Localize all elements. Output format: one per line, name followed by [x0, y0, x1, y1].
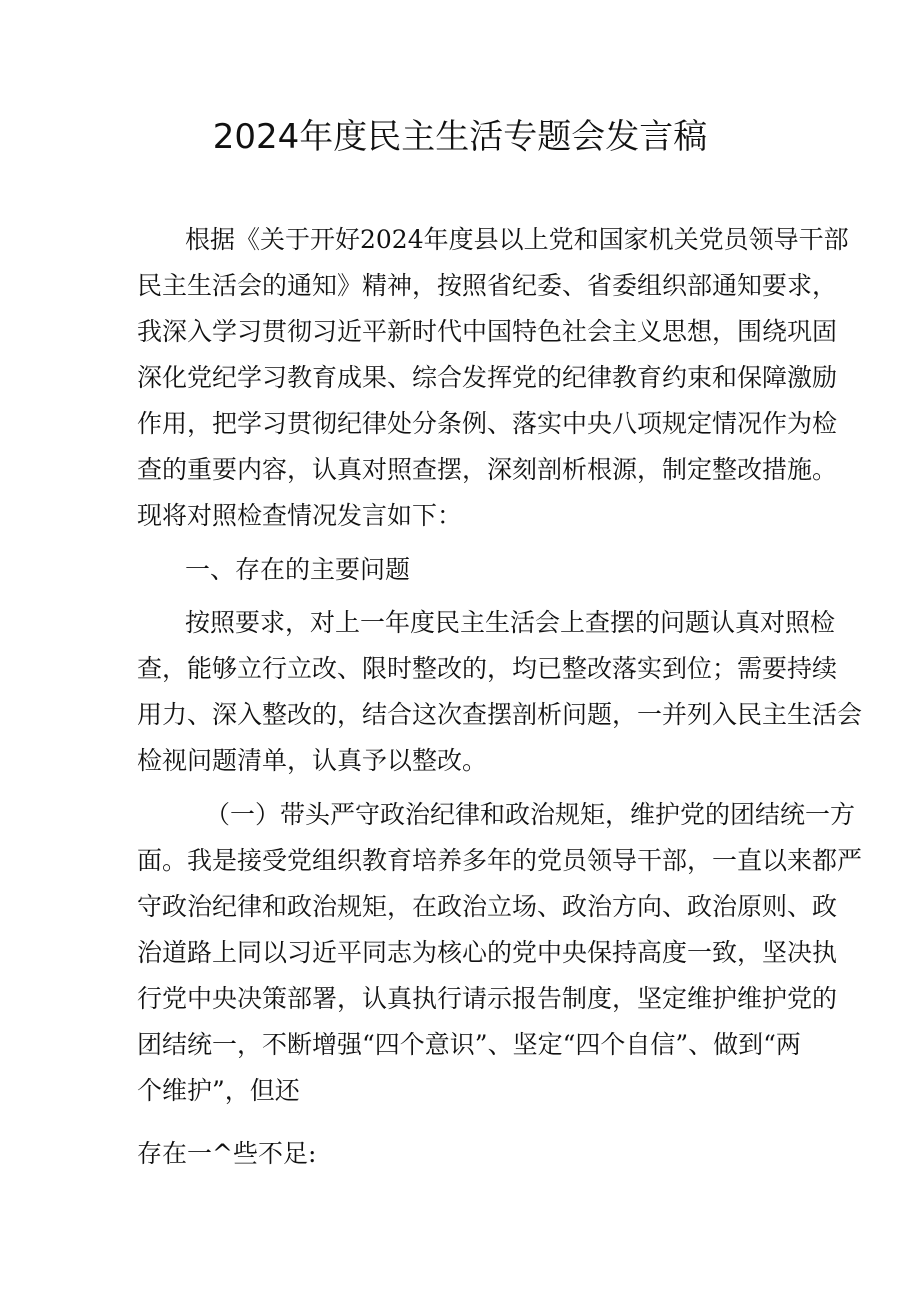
- subsection-line-6: 团结统一，不断增强“四个意识”、坚定“四个自信”、做到“两: [137, 1030, 801, 1059]
- subsection-line-5: 行党中央决策部署，认真执行请示报告制度，坚定维护维护党的: [137, 984, 838, 1013]
- subsection-line-2: 面。我是接受党组织教育培养多年的党员领导干部，一直以来都严: [137, 846, 863, 875]
- paragraph-line-9: 查，能够立行立改、限时整改的，均已整改落实到位；需要持续: [137, 654, 838, 683]
- paragraph-line-11: 检视问题清单，认真予以整改。: [137, 746, 488, 775]
- document-title: 2024年度民主生活专题会发言稿: [212, 117, 708, 157]
- paragraph-line-10: 用力、深入整改的，结合这次查摆剖析问题，一并列入民主生活会: [137, 700, 863, 729]
- subsection-line-7: 个维护”，但还: [137, 1076, 300, 1105]
- subsection-line-8: 存在一^些不足:: [137, 1139, 317, 1168]
- subsection-line-4: 治道路上同以习近平同志为核心的党中央保持高度一致，坚决执: [137, 938, 838, 967]
- section-heading: 一、存在的主要问题: [185, 555, 411, 584]
- paragraph-line-3: 我深入学习贯彻习近平新时代中国特色社会主义思想，围绕巩固: [137, 317, 838, 346]
- paragraph-line-7: 现将对照检查情况发言如下：: [137, 501, 463, 530]
- paragraph-line-8: 按照要求，对上一年度民主生活会上查摆的问题认真对照检: [185, 608, 836, 637]
- paragraph-line-5: 作用，把学习贯彻纪律处分条例、落实中央八项规定情况作为检: [137, 409, 838, 438]
- paragraph-line-6: 查的重要内容，认真对照查摆，深刻剖析根源，制定整改措施。: [137, 455, 838, 484]
- paragraph-line-2: 民主生活会的通知》精神，按照省纪委、省委组织部通知要求，: [137, 271, 838, 300]
- paragraph-line-4: 深化党纪学习教育成果、综合发挥党的纪律教育约束和保障激励: [137, 363, 838, 392]
- subsection-line-1: （一）带头严守政治纪律和政治规矩，维护党的团结统一方: [205, 800, 856, 829]
- paragraph-line-1: 根据《关于开好2024年度县以上党和国家机关党员领导干部: [185, 225, 849, 254]
- subsection-line-3: 守政治纪律和政治规矩，在政治立场、政治方向、政治原则、政: [137, 892, 838, 921]
